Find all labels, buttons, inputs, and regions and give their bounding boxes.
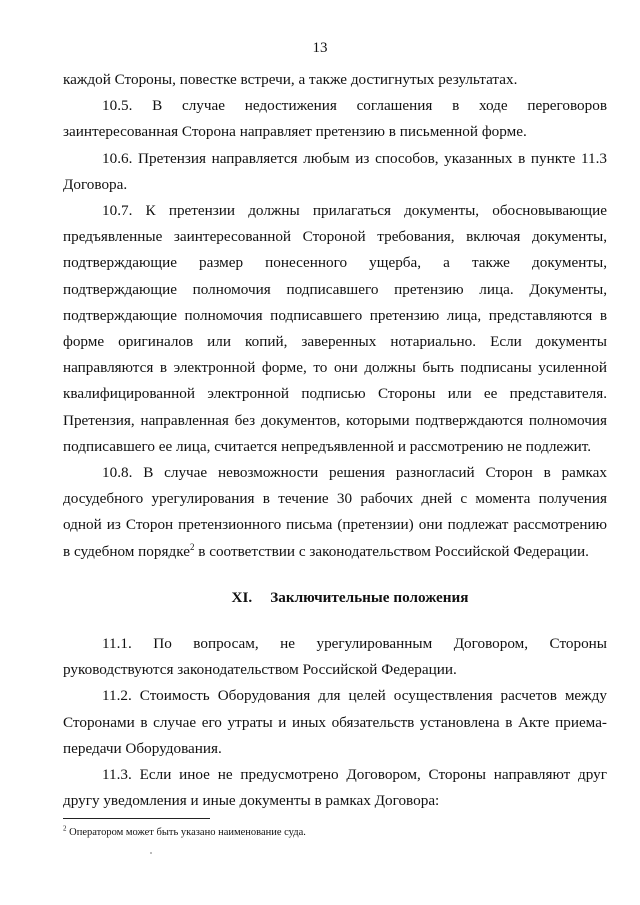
document-body — [63, 67, 607, 814]
paragraph-11-3: 11.3. Если иное не предусмотрено Договором, Стороны направляют друг другу уведомления и иные документы в рамках Договора: — [63, 766, 607, 810]
paragraph-10-7: 10.7. К претензии должны прилагаться документы, обосновывающие предъявленные заинтересованной Стороной требования, включая документы, подтверждающие размер понесенного ущерба, а также документы, подтверждающие полномочия подписавшего претензию лица. Документы, подтверждающие полномочия подписавшего претензию лица, представляются в форме оригиналов или копий, заверенных нотариально. Если документы направляются в электронной форме, то они должны быть подписаны усиленной квалифицированной электронной подписью Стороны или ее представителя. Претензия, направленная без документов, которыми подтверждаются полномочия подписавшего ее лица, считается непредъявленной и рассмотрению не подлежит. — [63, 202, 607, 455]
paragraph-10-6: 10.6. Претензия направляется любым из способов, указанных в пункте 11.3 Договора. — [63, 149, 607, 193]
paragraph-11-2: 11.2. Стоимость Оборудования для целей осуществления расчетов между Сторонами в случае его утраты и иных обязательств установлена в Акте приема-передачи Оборудования. — [63, 687, 607, 757]
scan-speck — [150, 852, 152, 854]
paragraph-10-5: 10.5. В случае недостижения соглашения в ходе переговоров заинтересованная Сторона направляет претензию в письменной форме. — [63, 97, 607, 141]
paragraph-10-8-text: 10.8. В случае невозможности решения разногласий Сторон в рамках досудебного урегулирования в течение 30 рабочих дней с момента получения одной из Сторон претензионного письма (претензии) они подлежат рассмотрению в судебном порядке — [63, 464, 607, 560]
footnote-marker: 2 — [63, 824, 67, 833]
section-number: XI. — [231, 588, 253, 606]
footnote-reference: 2 — [189, 541, 195, 552]
paragraph-10-8 — [63, 460, 607, 565]
footnote-divider — [63, 818, 210, 819]
section-heading — [63, 585, 607, 611]
footnote-text: Оператором может быть указано наименование суда. — [66, 827, 306, 838]
section-title: Заключительные положения — [270, 588, 469, 606]
paragraph-continuation: каждой Стороны, повестке встречи, а также достигнутых результатах. — [63, 71, 518, 88]
paragraph-10-8-tail: в соответствии с законодательством Российской Федерации. — [194, 542, 589, 560]
footnote — [63, 826, 607, 840]
page-number: 13 — [312, 40, 328, 56]
paragraph-11-1: 11.1. По вопросам, не урегулированным Договором, Стороны руководствуются законодательством Российской Федерации. — [63, 635, 607, 679]
